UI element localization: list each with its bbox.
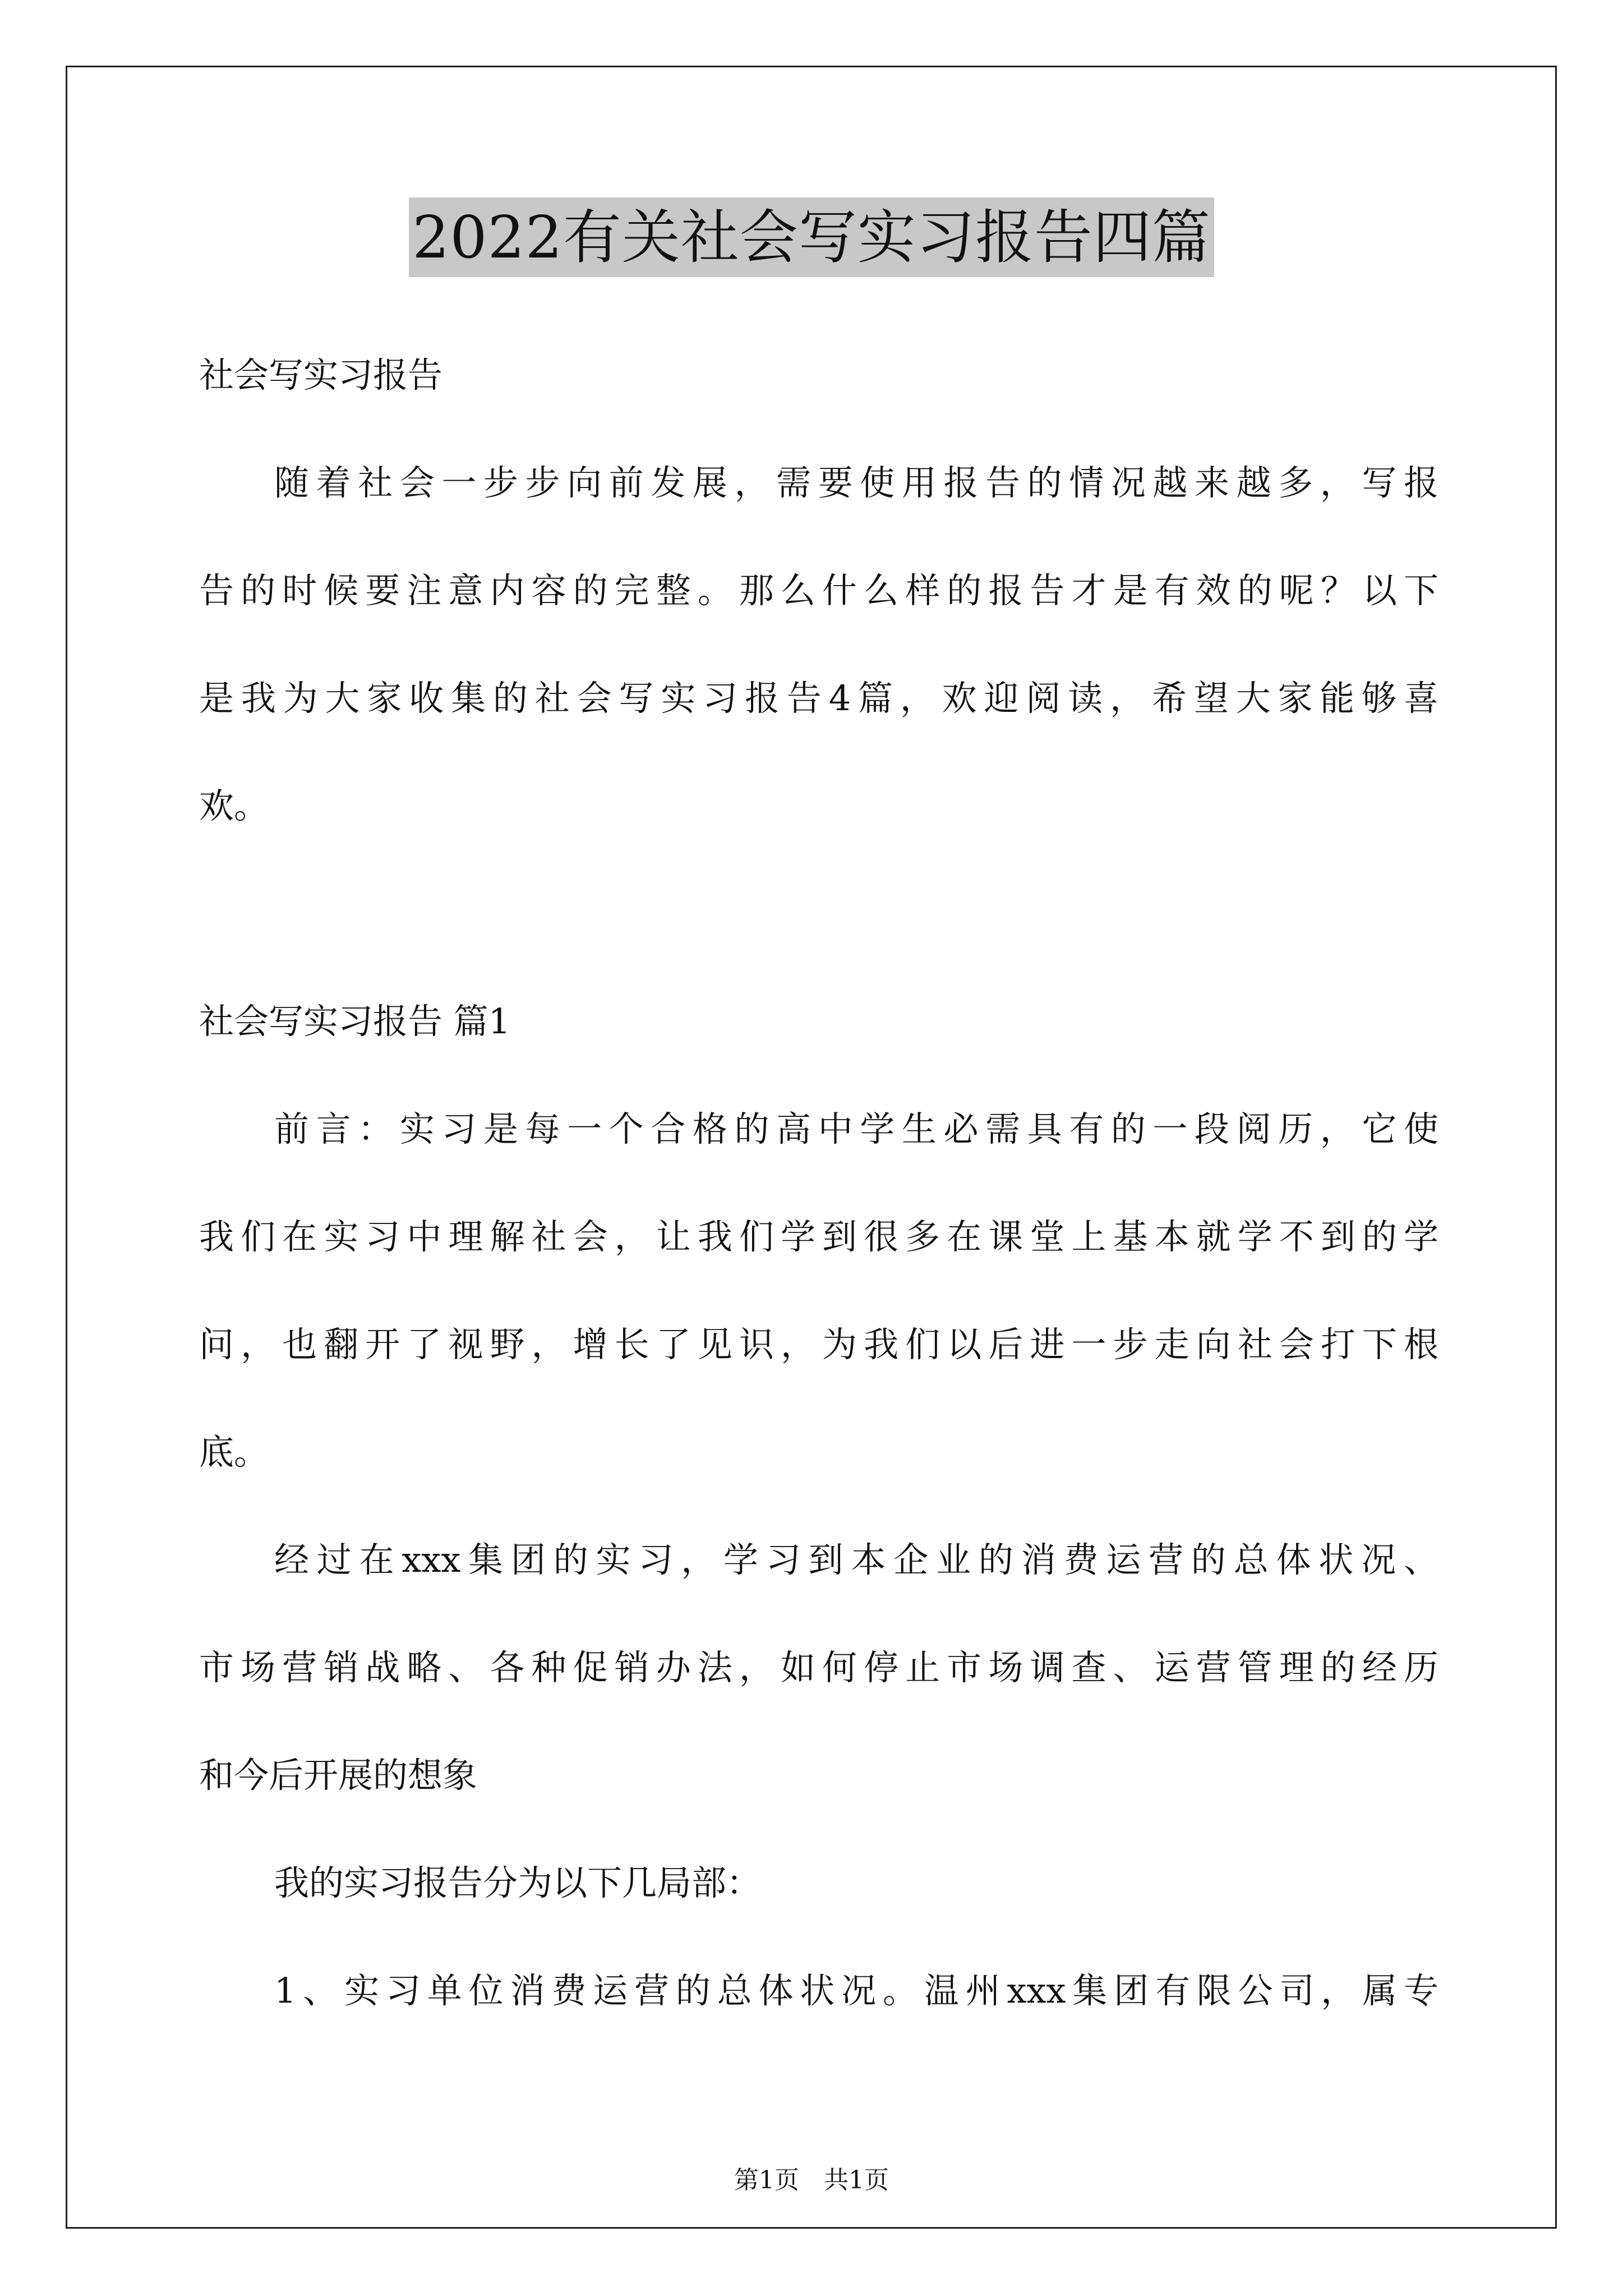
paragraph-line: 市场营销战略、各种促销办法，如何停止市场调查、运营管理的经历: [199, 1647, 1438, 1688]
paragraph-line: 和今后开展的想象: [199, 1755, 478, 1796]
paragraph-line: 我们在实习中理解社会，让我们学到很多在课堂上基本就学不到的学: [199, 1216, 1438, 1257]
paragraph-line: 底。: [199, 1432, 269, 1473]
page-number: 第1页: [734, 2166, 799, 2194]
document-title: 2022有关社会写实习报告四篇: [409, 197, 1214, 277]
paragraph-line: 1、实习单位消费运营的总体状况。温州xxx集团有限公司，属专: [274, 1970, 1438, 2011]
paragraph-line: 问，也翻开了视野，增长了见识，为我们以后进一步走向社会打下根: [199, 1324, 1438, 1365]
page-total: 共1页: [824, 2166, 889, 2194]
section-heading: 社会写实习报告 篇1: [199, 1001, 511, 1042]
spacer: [199, 886, 1438, 994]
page-footer: [0, 2160, 1623, 2196]
title-container: [0, 197, 1623, 277]
intro-line: 欢。: [199, 785, 269, 826]
intro-line: 是我为大家收集的社会写实习报告4篇，欢迎阅读，希望大家能够喜: [199, 678, 1438, 719]
intro-heading: 社会写实习报告: [199, 355, 443, 395]
document-body: [199, 348, 1438, 2071]
intro-line: 随着社会一步步向前发展，需要使用报告的情况越来越多，写报: [274, 462, 1438, 503]
paragraph-line: 经过在xxx集团的实习，学习到本企业的消费运营的总体状况、: [274, 1539, 1438, 1580]
paragraph-line: 我的实习报告分为以下几局部：: [274, 1862, 762, 1903]
paragraph-line: 前言：实习是每一个合格的高中学生必需具有的一段阅历，它使: [274, 1108, 1438, 1149]
intro-line: 告的时候要注意内容的完整。那么什么样的报告才是有效的呢？以下: [199, 570, 1438, 611]
